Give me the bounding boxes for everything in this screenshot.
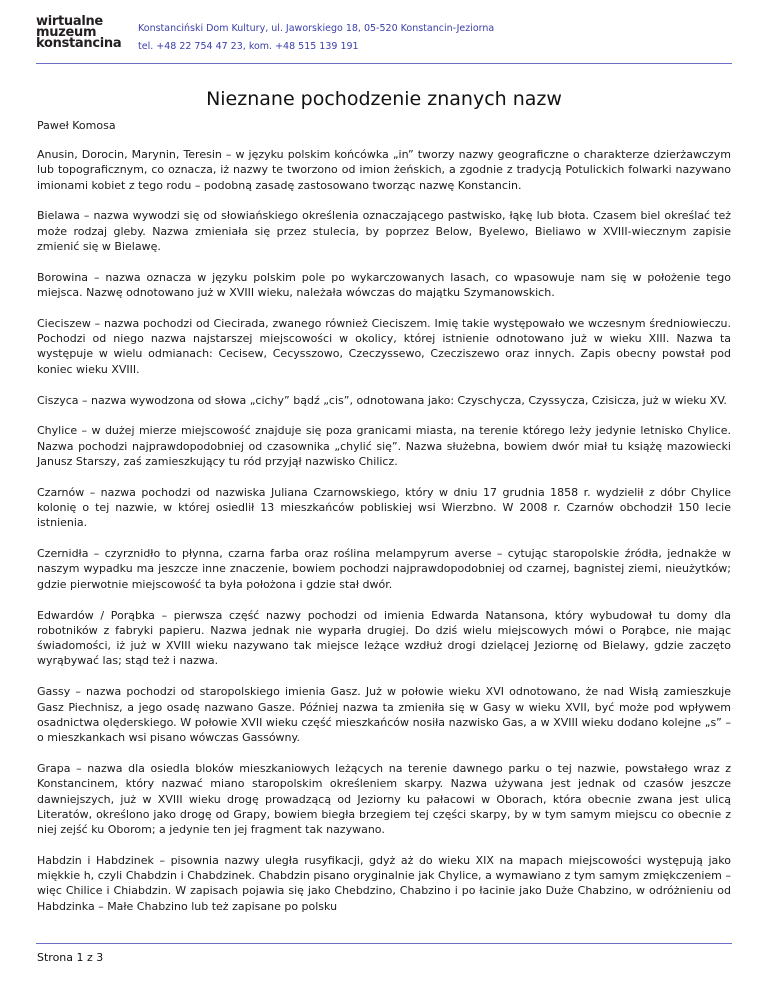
paragraph-czarnow: Czarnów – nazwa pochodzi od nazwiska Juliana Czarnowskiego, który w dniu 17 grudnia 1858 r. wydzielił z dóbr Chylice kolonię o tej nazwie, w której osiedlił 13 mieszkańców pobliskiej wsi Wierzbno. W 2008 r. Czarnów obchodził 150 lecie istnienia. bbox=[37, 485, 731, 530]
logo-line-2: muzeum bbox=[36, 25, 97, 40]
phone-text: tel. +48 22 754 47 23, kom. +48 515 139 191 bbox=[138, 41, 359, 52]
logo-line-3: konstancina bbox=[36, 36, 122, 51]
paragraph-chylice: Chylice – w dużej mierze miejscowość znajduje się poza granicami miasta, na terenie którego leży jedynie letnisko Chylice. Nazwa pochodzi najprawdopodobniej od czasownika „chylić się”. Nazwa służebna, bowiem dwór miał tu książę mazowiecki Janusz Starszy, zaś zamieszkujący tu ród przyjął nazwisko Chilicz. bbox=[37, 424, 731, 468]
article-title: Nieznane pochodzenie znanych nazw bbox=[206, 88, 562, 110]
page-header bbox=[36, 14, 736, 60]
page-number: Strona 1 z 3 bbox=[37, 951, 104, 964]
article-author: Paweł Komosa bbox=[37, 119, 116, 132]
footer-divider bbox=[36, 943, 732, 944]
paragraph-czernidla: Czernidła – czyrznidło to płynna, czarna farba oraz roślina melampyrum averse – cytując staropolskie źródła, jednakże w naszym wypadku ma jeszcze inne znaczenie, bowiem pochodzi najprawdopodobniej od czarnej, bagnistej ziemi, nieużytków; gdzie pierwotnie miejscowość ta była położona i gdzie stał dwór. bbox=[37, 547, 731, 591]
paragraph-cieciszew: Cieciszew – nazwa pochodzi od Ciecirada, zwanego również Cieciszem. Imię takie występowało we wczesnym średniowieczu. Pochodzi od niego nazwa najstarszej miejscowości w okolicy, której istnienie odnotowano już w wieku XIII. Nazwa ta występuje w wielu odmianach: Cecisew, Cecysszowo, Czeczyssewo, Czecziszewo oraz innych. Zapis obecny powstał pod koniec wieku XVIII. bbox=[37, 316, 731, 376]
museum-logo bbox=[36, 16, 136, 49]
paragraph-gassy: Gassy – nazwa pochodzi od staropolskiego imienia Gasz. Już w połowie wieku XVI odnotowano, że nad Wisłą zamieszkuje Gasz Piechnisz, a jego osadę nazwano Gasze. Później nazwa ta zmieniła się w Gasy w wieku XVII, być może pod wpływem osadnictwa olęderskiego. W połowie XVII wieku część mieszkańców nosiła nazwisko Gas, a w XVIII wieku dodano kolejne „s” – o mieszkankach wsi pisano wówczas Gassówny. bbox=[37, 685, 731, 745]
logo-line-1: wirtualne bbox=[36, 14, 103, 29]
paragraph-habdzin: Habdzin i Habdzinek – pisownia nazwy uległa rusyfikacji, gdyż aż do wieku XIX na mapach miejscowości występują jako miękkie h, czyli Chabdzin i Chabdzinek. Chabdzin pisano oryginalnie jak Chylice, a wymawiano z tym samym zmiękczeniem – więc Chilice i Chiabdzin. W zapisach pojawia się jako Chebdzino, Chabzino i po łacinie jako Duże Chabzino, w odróżnieniu od Habdzinka – Małe Chabzino lub też zapisane po polsku bbox=[37, 853, 731, 913]
header-divider bbox=[36, 63, 732, 64]
paragraph-borowina: Borowina – nazwa oznacza w języku polskim pole po wykarczowanych lasach, co wpasowuje nam się w położenie tego miejsca. Nazwę odnotowano już w XVIII wieku, należała wówczas do majątku Szymanowskich. bbox=[37, 270, 731, 300]
contact-info bbox=[138, 20, 494, 56]
paragraph-ciszyca: Ciszyca – nazwa wywodzona od słowa „cichy” bądź „cis”, odnotowana jako: Czyschycza, Czyssycza, Czisicza, już w wieku XV. bbox=[37, 393, 727, 407]
paragraph-grapa: Grapa – nazwa dla osiedla bloków mieszkaniowych leżących na terenie dawnego parku o tej nazwie, powstałego wraz z Konstancinem, który nazwać miano staropolskim określeniem skarpy. Nazwa używana jest jednak od czasów jeszcze dawniejszych, już w XVIII wieku drogę prowadzącą od Jeziorny ku pałacowi w Oborach, która obecnie zwana jest ulicą Literatów, określono jako drogę od Grapy, bowiem biegła brzegiem tej części skarpy, by w tym samym miejscu co obecnie z niej zejść ku Oborom; a jedynie ten jej fragment tak nazywano. bbox=[37, 761, 731, 837]
article-body bbox=[37, 147, 731, 930]
paragraph-anusin: Anusin, Dorocin, Marynin, Teresin – w języku polskim końcówka „in” tworzy nazwy geograficzne o charakterze dzierżawczym lub topograficznym, co oznacza, iż nazwy te tworzono od imion żeńskich, a zgodnie z tradycją Potulickich folwarki nazywano imionami kobiet z tego rodu – podobną zasadę zastosowano tworząc nazwę Konstancin. bbox=[37, 148, 731, 192]
address-text: Konstanciński Dom Kultury, ul. Jaworskiego 18, 05-520 Konstancin-Jeziorna bbox=[138, 23, 495, 34]
paragraph-edwardow: Edwardów / Porąbka – pierwsza część nazwy pochodzi od imienia Edwarda Natansona, który wybudował tu domy dla robotników z fabryki papieru. Nazwa jednak nie wyparła drugiej. Do dziś wielu miejscowych mówi o Porąbce, nie mając świadomości, iż już w XVIII wieku nazywano tak miejsce leżące wzdłuż drogi dzielącej Jeziornę od Bielawy, gdzie zaczęto wyrąbywać las; stąd też i nazwa. bbox=[37, 608, 731, 668]
paragraph-bielawa: Bielawa – nazwa wywodzi się od słowiańskiego określenia oznaczającego pastwisko, łąkę lub błota. Czasem biel określać też może rodzaj gleby. Nazwa zmieniała się przez stulecia, by poprzez Below, Byelewo, Bieliawo w XVIII-wiecznym zapisie zmienić się w Bielawę. bbox=[37, 209, 731, 253]
